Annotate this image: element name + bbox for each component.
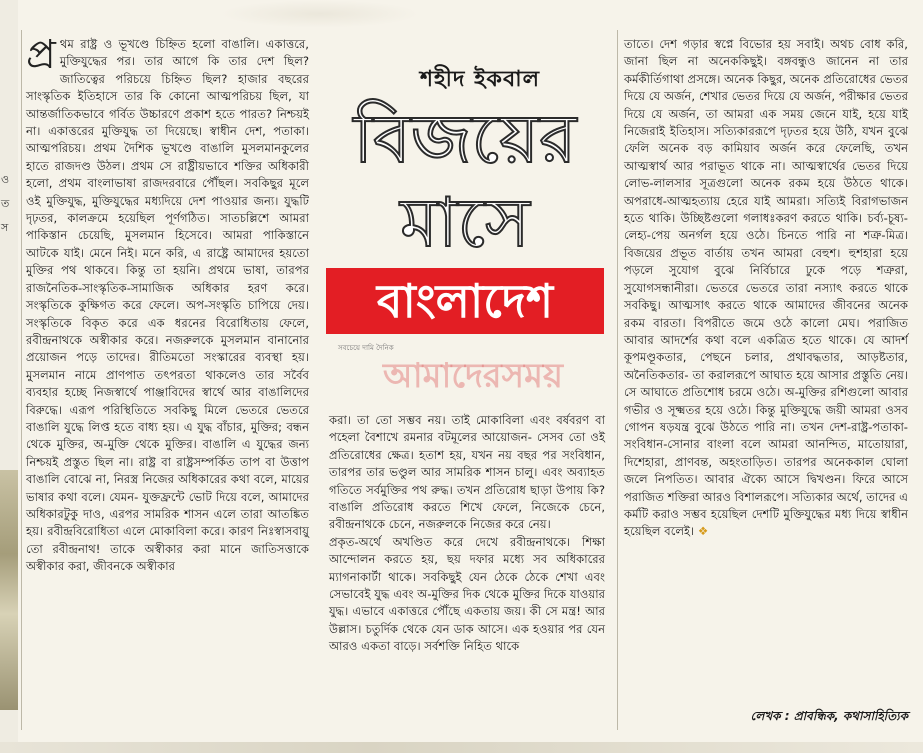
article-column-1 (26, 32, 309, 736)
watermark-tagline: সবচেয়ে দামি দৈনিক (338, 344, 394, 352)
end-of-article-mark: ❖ (697, 524, 709, 539)
adjacent-photo-edge (0, 470, 18, 710)
adjacent-text-fragment: ও (1, 173, 10, 186)
column-2-paragraph-2: প্রকৃত-অর্থে অখণ্ডিত করে দেখে রবীন্দ্রনাথকে। শিক্ষা আন্দোলন করতে হয়, ছয় দফার মধ্যে সব অধিকারের ম্যাগনাকার্টা থাকে। সবকিছুই যেন ঠেকে ঠেকে শেখা এবং সেভাবেই যুদ্ধ এবং অ-মুক্তির দিক থেকে মুক্তির দিকে যাওয়ার যুদ্ধ। এভাবে একাত্তরে পৌঁছে একতায় জয়। কী সে মন্ত্র! আর উল্লাস। চতুর্দিক থেকে যেন ডাক আসে। এক হওয়ার পর যেন আরও একতা বাড়ে। সর্বশক্তি নিহিত থাকে (329, 534, 605, 654)
newspaper-watermark-logo: আমাদেরসময় (383, 356, 563, 396)
column-3-text: তাতে। দেশ গড়ার স্বপ্নে বিভোর হয় সবাই। অথচ বোধ করি, জানা ছিল না অনেককিছুই। বঙ্গবন্ধুও জানেন না তার কর্মকীর্তিগাথা প্রসঙ্গে। অনেক কিছুর, অনেক প্রতিরোধের ভেতর দিয়ে যে অর্জন, শেখার ভেতর দিয়ে যে অর্জন, পরীক্ষার ভেতর দিয়ে যে অর্জন, তা আমরা এক সময় জেনে যাই, হয়ে যাই নিজেরাই ইতিহাস। সত্যিকাররূপে দৃঢ়তর হয়ে উঠি, যখন বুঝে ফেলি অনেক বড় কামিয়াব অর্জন করে ফেলেছি, তখন আত্মস্বার্থ আর পরাভূত থাকে না। আত্মস্বার্থের ভেতর দিয়ে লোভ-লালসার সূত্রগুলো অনেক রকম হয়ে উঠতে থাকে। অপরাধে-আত্মহত্যায় হেরে যাই আমরা। সত্যিই বিরাগভাজন হতে থাকি। উচ্ছিষ্টগুলো গলাধঃকরণ করতে থাকি। চর্ব্য-চূষ্য-লেহ্য-পেয় অনর্গল হয়ে ওঠে। চিনতে পারি না শত্রু-মিত্র। বিজয়ের প্রভূত বার্তায় তখন আমরা বেহুশ। হুশহারা হয়ে পড়লে সুযোগ বুঝে নির্বিচারে ঢুকে পড়ে শত্রুরা, সুযোগসন্ধানীরা। ভেতরে ভেতরে তারা নস্যাৎ করতে থাকে সবকিছু। আত্মসাৎ করতে থাকে আমাদের জীবনের অনেক রকম বারতা। বিপরীতে জমে ওঠে কালো মেঘ। পরাজিত আবার আদর্শের কথা বলে একত্রিত হতে থাকে। যে আদর্শ কূপমণ্ডূকতার, পেছনে চলার, প্রথাবদ্ধতার, আড়ষ্টতার, অনৈতিকতার- তা করালরূপে আঘাত হয়ে আসার প্রস্তুতি নেয়। সে আঘাতে প্রতিশোধ চরমে ওঠে। অ-মুক্তির রশিগুলো আবার গভীর ও সূক্ষ্মতর হয়ে ওঠে। কিন্তু মুক্তিযুদ্ধে জয়ী আমরা ওসব গোপন ষড়যন্ত্র বুঝে উঠতে পারি না। তখন দেশ-রাষ্ট্র-পতাকা-সংবিধান-সোনার বাংলা বলে আমরা আনন্দিত, মাতোয়ারা, দিশেহারা, প্রাণবন্ত, অহংতাড়িত। তারপর অনেককাল ঘোলা জলে নিপতিত। আবার ঐক্যে আসে দ্বিখণ্ডন। ফিরে আসে পরাজিত শক্তিরা আরও বিশালরূপে। সত্যিকার অর্থে, তাদের এ কর্মটি করাও সম্ভব হয়েছিল দেশটি মুক্তিযুদ্ধের মধ্য দিয়ে স্বাধীন হয়েছিল বলেই। (624, 37, 908, 539)
article-column-3 (624, 36, 908, 704)
adjacent-text-fragment: ত (1, 197, 10, 210)
headline-line-2: মাসে (400, 184, 530, 263)
adjacent-article-edge (0, 0, 18, 753)
column-1-text: থম রাষ্ট্র ও ভূখণ্ডে চিহ্নিত হলো বাঙালি। একাত্তরে, মুক্তিযুদ্ধের পর। তার আগে কি তার দেশ ছিল? জাতিত্বের পরিচয়ে চিহ্নিত ছিল? হাজার বছরের সাংস্কৃতিক ইতিহাসে তার কি কোনো আত্মপরিচয় ছিল, যা আন্তর্জাতিকভাবে গর্বিত উচ্চারণে প্রকাশ হতে পারত? নিশ্চয়ই না। একাত্তরের মুক্তিযুদ্ধ তা দিয়েছে। স্বাধীন দেশ, পতাকা। আত্মপরিচয়। প্রথম দৈশিক ভূখণ্ডে বাঙালি মুসলমানকুলের হাতে রাজদণ্ড উঠল। প্রথম সে রাষ্ট্রীয়ভাবে শক্তির অধিকারী হলো, প্রথম বাংলাভাষা রাজদরবারে পৌঁছল। সবকিছুর মূলে ওই মুক্তিযুদ্ধ, মুক্তিযুদ্ধের মধ্যদিয়ে দেশ পাওয়ার জন্য। যুদ্ধটি দৃঢ়তর, কালক্রমে হয়েছিল পূর্ণগঠিত। সাতচল্লিশে আমরা পাকিস্তান চেয়েছি, মুসলমান হিসেবে। আমরা পাকিস্তানে আটকে যাই। মেনে নিই। মনে করি, এ রাষ্ট্রে আমাদের হয়তো মুক্তির পথ থাকবে। কিন্তু তা হয়নি। প্রথমে ভাষা, তারপর রাজনৈতিক-সাংস্কৃতিক-সামাজিক অধিকার হরণ করে। সংস্কৃতিকে কুক্ষিগত করে ফেলে। অপ-সংস্কৃতি চাপিয়ে দেয়। সংস্কৃতিকে বিকৃত করে এক ধরনের বিরোধিতায় ফেলে, রবীন্দ্রনাথকে অস্বীকার করে। নজরুলকে মুসলমান বানানোর প্রয়োজন পড়ে তাদের। রীতিমতো সংস্কারের ব্যবস্থা হয়। মুসলমান নামে প্রাণপাত তৎপরতা থাকলেও তার সর্বৈব ব্যবহার হচ্ছে নিজস্বার্থে পাঞ্জাবিদের স্বার্থে আর বাঙালিদের বিরুদ্ধে। এরূপ পরিস্থিতিতে সবকিছু মিলে ভেতরে ভেতরে বাঙালি যুদ্ধে লিপ্ত হতে বাধ্য হয়। এ যুদ্ধ বাঁচার, মুক্তির; বন্ধন থেকে মুক্তির, অ-মুক্তি থেকে মুক্তির। বাঙালি এ যুদ্ধের জন্য নিশ্চয়ই প্রস্তুত ছিল না। রাষ্ট্র বা রাষ্ট্রসম্পর্কিত তাপ বা উত্তাপ বাঙালি বোঝে না, নিরস্ত্র নিজের অধিকারের কথা বলে, মায়ের ভাষার কথা বলে। যেমন- যুক্তফ্রন্টে ভোট দিয়ে বলে, আমাদের অধিকারটুকু দাও, এরপর সামরিক শাসন এলে তারা আতঙ্কিত হয়। রবীন্দ্রবিরোধিতা এলে মোকাবিলা করে। কারণ নিঃস্বাসবায়ু তো রবীন্দ্রনাথ! তাকে অস্বীকার করা মানে জাতিসত্তাকে অস্বীকার করা, জীবনকে অস্বীকার (26, 37, 309, 574)
headline-line-3: বাংলাদেশ (376, 274, 554, 328)
column-divider (21, 30, 22, 730)
author-byline: লেখক : প্রাবন্ধিক, কথাসাহিত্যিক (750, 709, 908, 723)
adjacent-text-fragment: স (1, 221, 9, 234)
background-fade (220, 0, 420, 28)
headline-line-1: বিজয়ের (353, 100, 577, 179)
headline-banner (326, 268, 604, 334)
column-divider (617, 30, 618, 730)
author-name: শহীদ ইকবাল (420, 67, 540, 92)
drop-cap: প্র (26, 32, 56, 78)
page-bottom-strip (0, 742, 923, 753)
article-column-2 (329, 412, 605, 742)
column-2-paragraph-1: করা। তা তো সম্ভব নয়। তাই মোকাবিলা এবং বর্ষবরণ বা পহেলা বৈশাখে রমনার বটমূলের আয়োজন- সেসব তো ওই প্রতিরোধের ক্ষেত্র। হতাশ হয়, যখন নয় বছর পর সংবিধান, তারপর তার ভণ্ডুল আর সামরিক শাসন চালু। এবং অব্যাহত গতিতে সর্বমুক্তির পথ রুদ্ধ। তখন প্রতিরোধ ছাড়া উপায় কি? বাঙালি প্রতিরোধ করতে শিখে ফেলে, নিজেকে চেনে, রবীন্দ্রনাথকে চেনে, নজরুলকে নিজের করে নেয়। (329, 413, 605, 532)
